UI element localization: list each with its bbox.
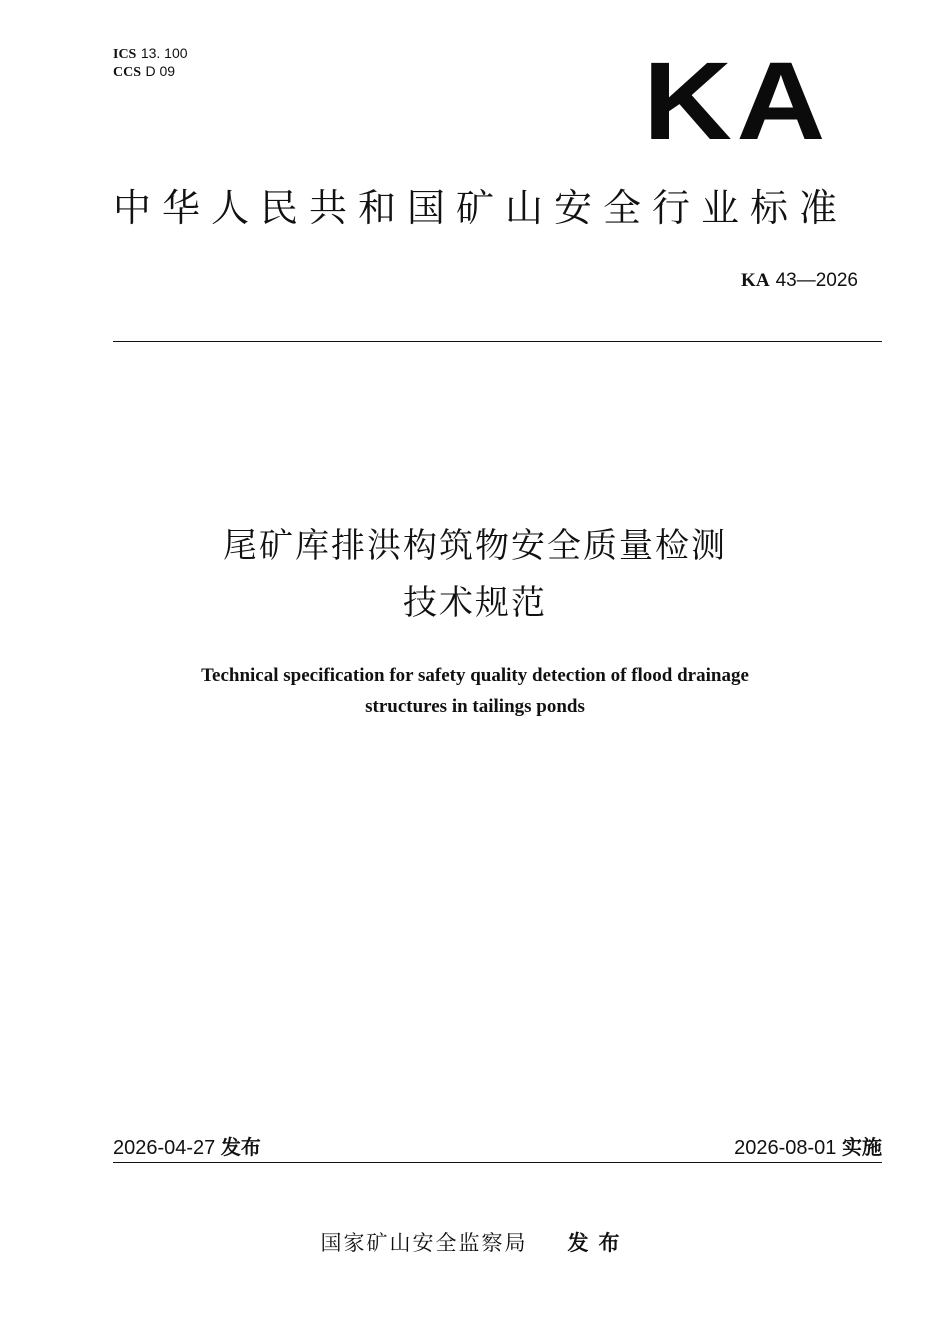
issue-label: 发布 (220, 1135, 261, 1159)
ics-line (113, 45, 188, 63)
effective-date-block (734, 1134, 882, 1161)
top-divider (113, 341, 882, 342)
standard-category: 中华人民共和国矿山安全行业标准 (112, 186, 848, 230)
issuer-action: 发布 (567, 1231, 630, 1255)
issue-date: 2026-04-27 (113, 1137, 216, 1159)
english-title-line-1: Technical specification for safety quality detection of flood drainage (201, 665, 749, 686)
ccs-line (113, 63, 188, 81)
english-title (0, 660, 950, 722)
chinese-title-line-1: 尾矿库排洪构筑物安全质量检测 (223, 526, 727, 566)
chinese-title (0, 518, 950, 632)
english-title-line-2: structures in tailings ponds (365, 696, 585, 717)
standard-code-number: 43—2026 (775, 270, 858, 291)
issuer-block (0, 1228, 950, 1258)
ccs-value: D 09 (145, 63, 176, 79)
issue-date-block (113, 1134, 261, 1161)
effective-date: 2026-08-01 (734, 1137, 837, 1159)
effective-label: 实施 (842, 1135, 882, 1159)
standard-code (741, 268, 858, 293)
ics-value: 13. 100 (140, 45, 188, 61)
ccs-label: CCS (113, 65, 142, 80)
ics-ccs-block (113, 45, 188, 81)
bottom-divider (113, 1162, 882, 1163)
ka-logo: KA (643, 40, 830, 163)
ics-label: ICS (113, 47, 137, 62)
chinese-title-line-2: 技术规范 (403, 583, 547, 623)
issuer-organization: 国家矿山安全监察局 (320, 1231, 528, 1255)
standard-code-prefix: KA (741, 270, 770, 291)
